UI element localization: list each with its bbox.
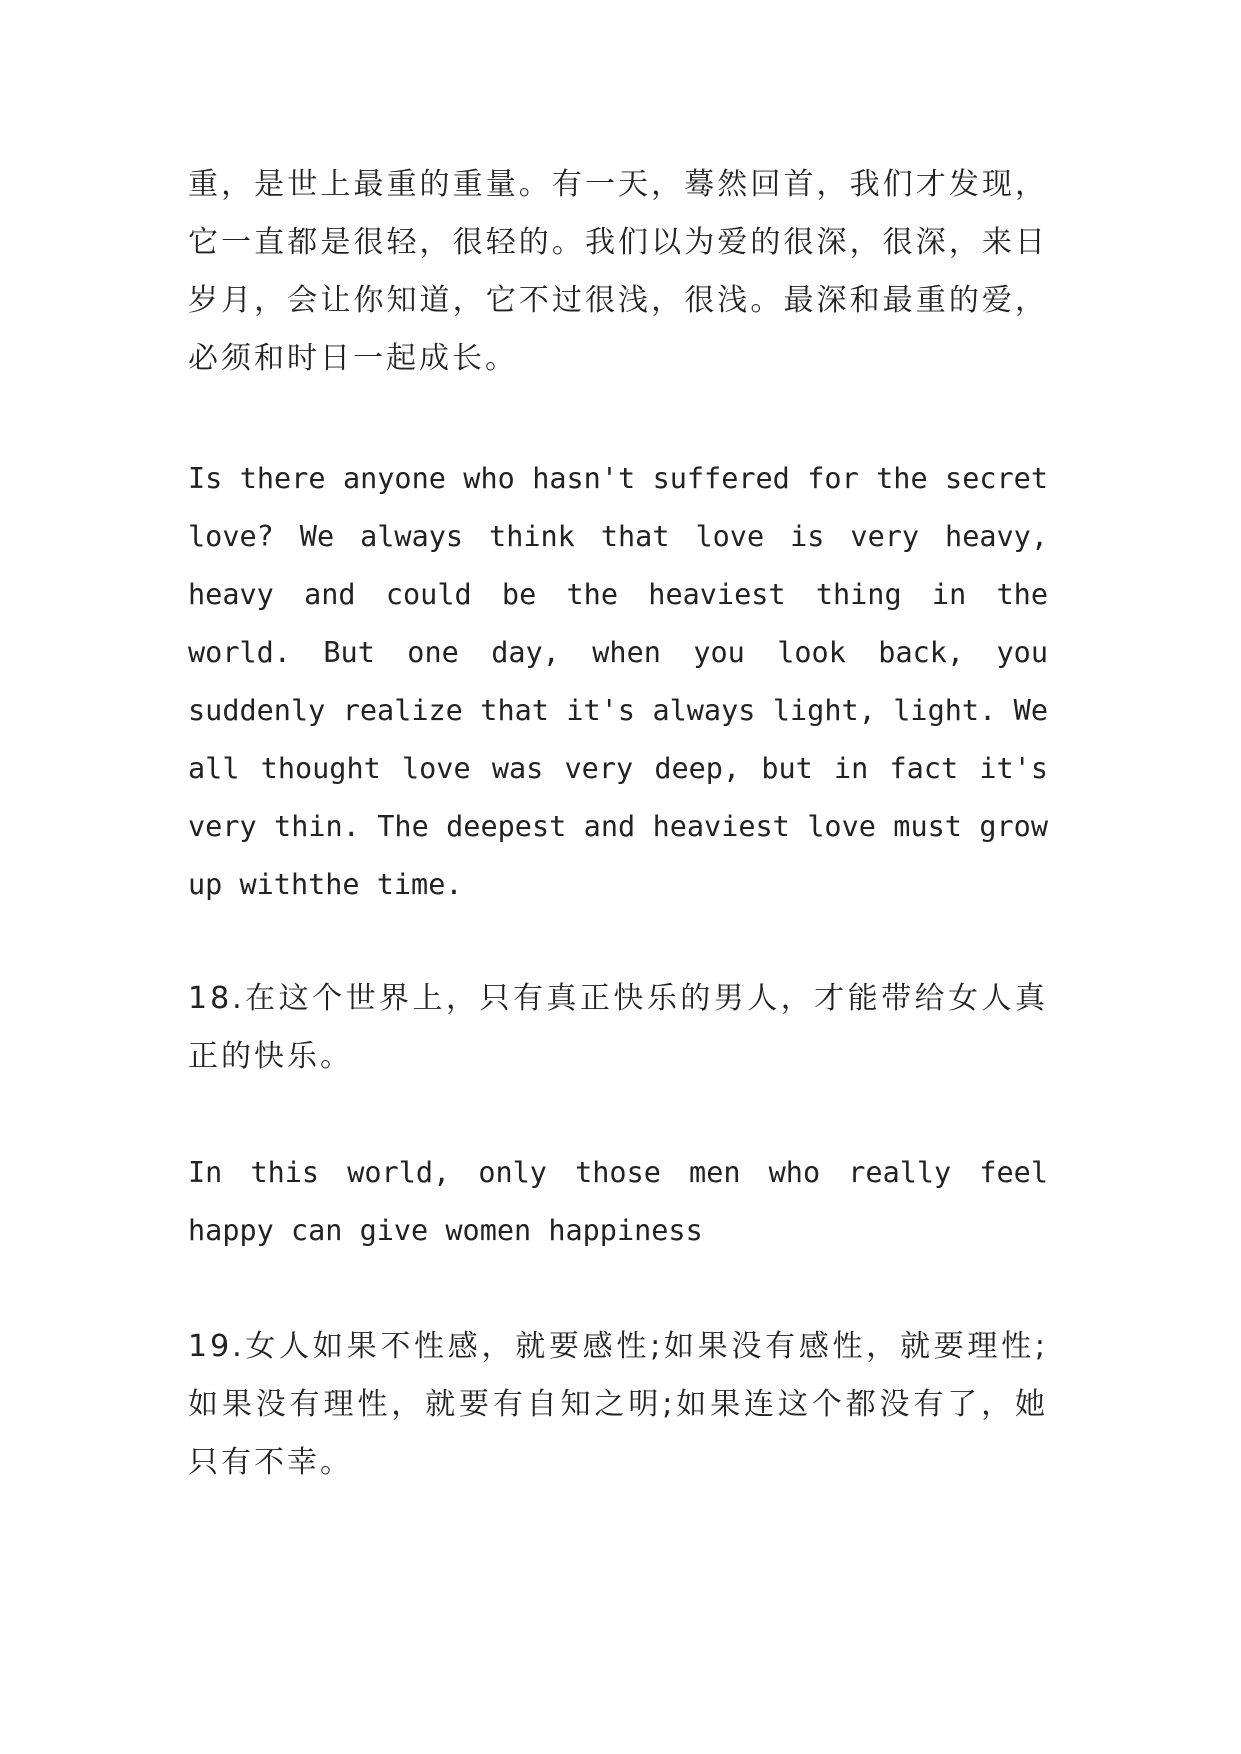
paragraph-english-love-weight: Is there anyone who hasn't suffered for the secret love? We always think that love is very heavy, heavy and could be the heaviest thing in the world. But one day, when you look back, you suddenly realize that it's always light, light. We all thought love was very deep, but in fact it's very thin. The deepest and heaviest love must grow up withthe time. [188,462,1048,901]
paragraph-english-item-18: In this world, only those men who really feel happy can give women happiness [188,1156,1048,1247]
paragraph-chinese-love-weight: 重，是世上最重的重量。有一天，蓦然回首，我们才发现，它一直都是很轻，很轻的。我们以为爱的很深，很深，来日岁月，会让你知道，它不过很浅，很浅。最深和最重的爱，必须和时日一起成长。 [188,167,1048,376]
paragraph-chinese-item-18: 18.在这个世界上，只有真正快乐的男人，才能带给女人真正的快乐。 [188,981,1048,1074]
paragraph-chinese-item-19: 19.女人如果不性感，就要感性;如果没有感性，就要理性;如果没有理性，就要有自知之明;如果连这个都没有了，她只有不幸。 [188,1329,1048,1480]
